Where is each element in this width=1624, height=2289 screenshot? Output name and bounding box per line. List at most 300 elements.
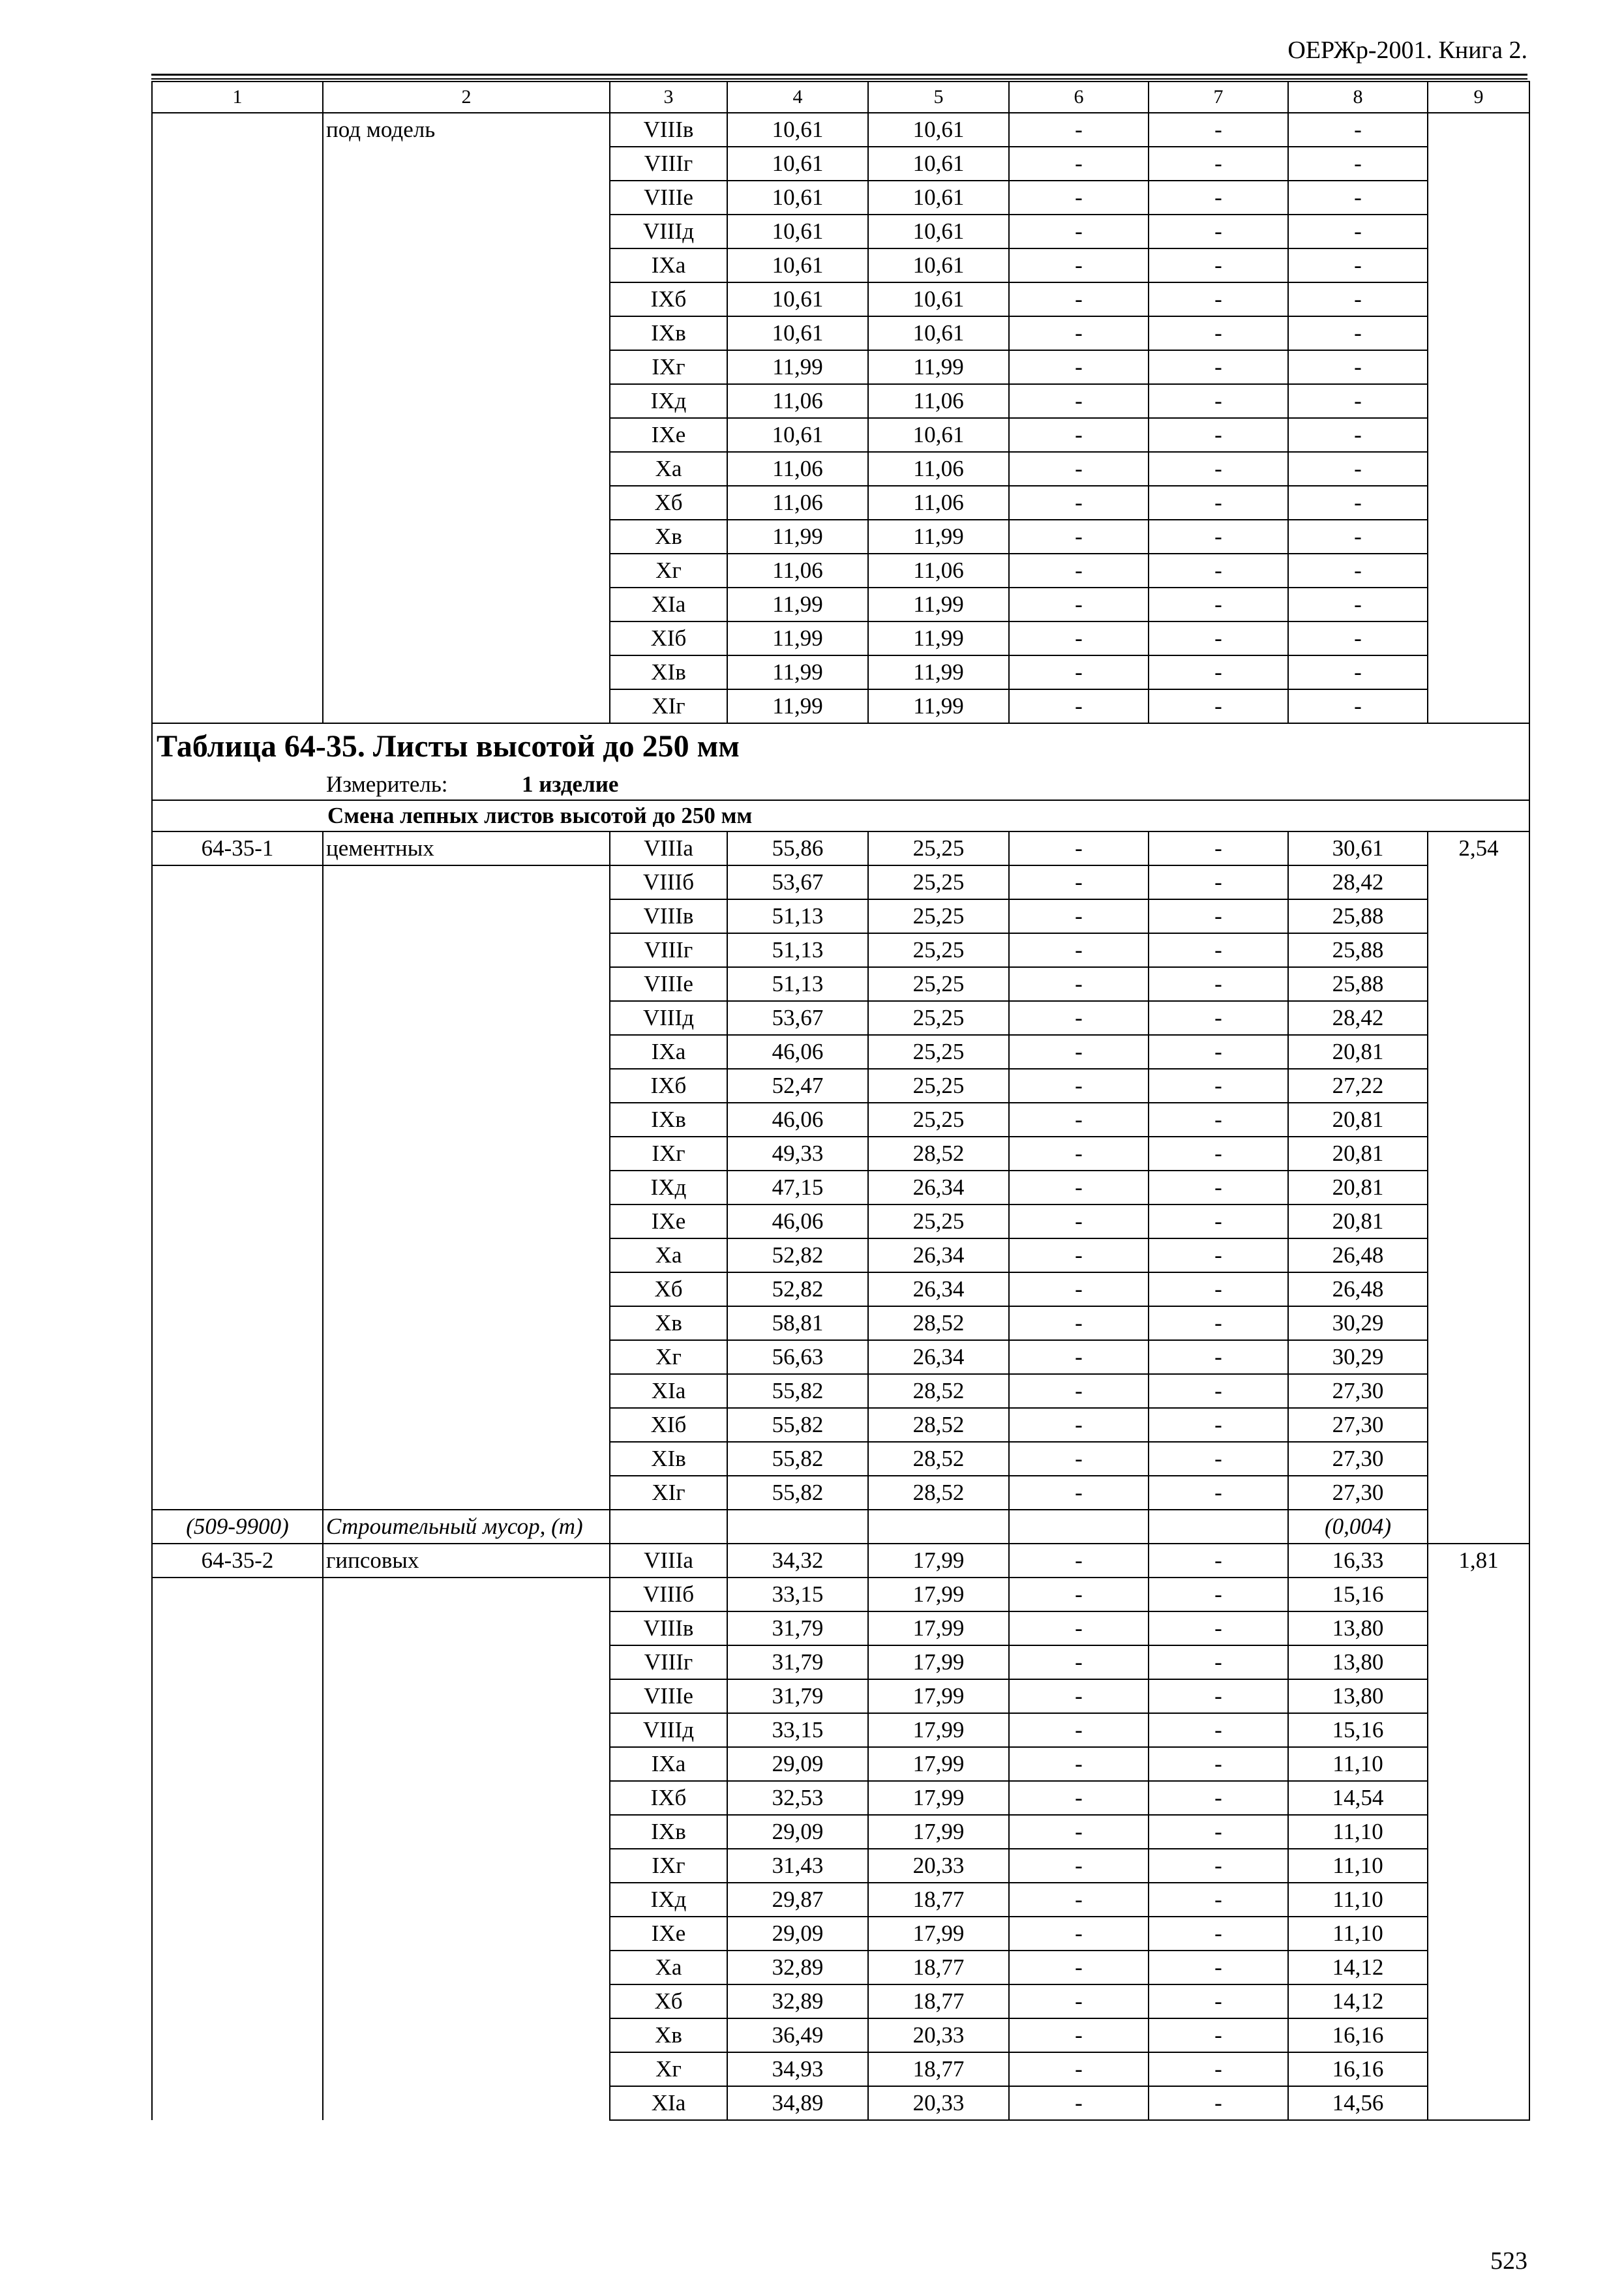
code-cell: [152, 1103, 323, 1137]
item-name-cell: [323, 1951, 610, 1984]
measure-label: Измеритель:: [326, 771, 448, 797]
value-cell: 10,61: [868, 181, 1009, 215]
code-cell: [152, 2052, 323, 2086]
table-row: [152, 865, 1529, 899]
item-name-cell: [323, 1408, 610, 1442]
code-cell: [152, 2018, 323, 2052]
item-name-cell: [323, 2052, 610, 2086]
value-cell: 20,81: [1288, 1035, 1428, 1069]
item-name-cell: [323, 1917, 610, 1951]
item-name-cell: [323, 2086, 610, 2120]
table-row: [152, 1035, 1529, 1069]
value-cell: 13,80: [1288, 1679, 1428, 1713]
value-cell: 17,99: [868, 1611, 1009, 1645]
region-code-cell: Xа: [610, 1951, 727, 1984]
table-row: [152, 1951, 1529, 1984]
table-row: [152, 899, 1529, 933]
code-cell: [152, 865, 323, 899]
region-code-cell: Xг: [610, 2052, 727, 2086]
value-cell: -: [1009, 215, 1149, 248]
code-cell: [152, 1815, 323, 1849]
table-row: [152, 831, 1529, 865]
value-cell: 26,34: [868, 1272, 1009, 1306]
region-code-cell: IXе: [610, 418, 727, 452]
empty-cell: [727, 1510, 868, 1544]
table-row: [152, 1340, 1529, 1374]
col9-cell: [1428, 113, 1529, 723]
value-cell: 11,99: [727, 655, 868, 689]
table-row: [152, 1171, 1529, 1204]
value-cell: 25,88: [1288, 899, 1428, 933]
value-cell: 25,25: [868, 1001, 1009, 1035]
value-cell: -: [1009, 1476, 1149, 1510]
value-cell: -: [1009, 2086, 1149, 2120]
region-code-cell: XIг: [610, 1476, 727, 1510]
value-cell: 11,06: [727, 554, 868, 588]
value-cell: 15,16: [1288, 1713, 1428, 1747]
value-cell: -: [1149, 1578, 1288, 1611]
value-cell: 10,61: [868, 215, 1009, 248]
value-cell: 32,89: [727, 1951, 868, 1984]
value-cell: -: [1149, 1272, 1288, 1306]
value-cell: 28,52: [868, 1442, 1009, 1476]
value-cell: -: [1009, 689, 1149, 723]
table-row: [152, 1204, 1529, 1238]
code-cell: [152, 1849, 323, 1883]
item-name-cell: [323, 1849, 610, 1883]
value-cell: 17,99: [868, 1645, 1009, 1679]
value-cell: -: [1009, 1035, 1149, 1069]
region-code-cell: VIIIд: [610, 1001, 727, 1035]
value-cell: -: [1288, 113, 1428, 147]
value-cell: -: [1009, 831, 1149, 865]
value-cell: -: [1009, 933, 1149, 967]
value-cell: 25,25: [868, 967, 1009, 1001]
region-code-cell: VIIIд: [610, 1713, 727, 1747]
value-cell: 11,10: [1288, 1747, 1428, 1781]
value-cell: 20,33: [868, 2018, 1009, 2052]
code-cell: [152, 1069, 323, 1103]
value-cell: -: [1288, 689, 1428, 723]
code-cell: [152, 1951, 323, 1984]
region-code-cell: IXд: [610, 1883, 727, 1917]
table-row: [152, 2052, 1529, 2086]
value-cell: -: [1149, 418, 1288, 452]
region-code-cell: IXа: [610, 1035, 727, 1069]
region-code-cell: XIв: [610, 1442, 727, 1476]
item-name-cell: [323, 1883, 610, 1917]
value-cell: -: [1149, 2052, 1288, 2086]
value-cell: -: [1009, 1815, 1149, 1849]
item-name-cell: [323, 899, 610, 933]
value-cell: 25,25: [868, 1204, 1009, 1238]
region-code-cell: VIIIе: [610, 1679, 727, 1713]
empty-cell: [1009, 1510, 1149, 1544]
value-cell: 11,06: [868, 486, 1009, 520]
value-cell: 10,61: [868, 316, 1009, 350]
value-cell: 10,61: [727, 147, 868, 181]
item-name-cell: [323, 1001, 610, 1035]
region-code-cell: IXб: [610, 282, 727, 316]
value-cell: 27,30: [1288, 1408, 1428, 1442]
region-code-cell: IXд: [610, 384, 727, 418]
item-name-cell: [323, 1374, 610, 1408]
code-cell: [152, 1408, 323, 1442]
value-cell: -: [1149, 1408, 1288, 1442]
code-cell: [152, 1611, 323, 1645]
value-cell: -: [1149, 967, 1288, 1001]
region-code-cell: Xв: [610, 520, 727, 554]
value-cell: 55,82: [727, 1408, 868, 1442]
value-cell: -: [1288, 384, 1428, 418]
value-cell: -: [1009, 655, 1149, 689]
region-code-cell: VIIIд: [610, 215, 727, 248]
value-cell: -: [1288, 554, 1428, 588]
value-cell: -: [1288, 248, 1428, 282]
value-cell: -: [1009, 1544, 1149, 1578]
value-cell: -: [1149, 1645, 1288, 1679]
value-cell: -: [1149, 248, 1288, 282]
region-code-cell: IXе: [610, 1204, 727, 1238]
value-cell: 27,30: [1288, 1442, 1428, 1476]
value-cell: 20,33: [868, 2086, 1009, 2120]
item-name-cell: под модель: [323, 113, 610, 723]
code-cell: [152, 1035, 323, 1069]
value-cell: -: [1009, 1951, 1149, 1984]
value-cell: 11,99: [868, 689, 1009, 723]
value-cell: -: [1288, 452, 1428, 486]
value-cell: -: [1009, 588, 1149, 621]
value-cell: 32,89: [727, 1984, 868, 2018]
value-cell: -: [1149, 520, 1288, 554]
region-code-cell: VIIIе: [610, 181, 727, 215]
table-row: [152, 1408, 1529, 1442]
value-cell: -: [1149, 1374, 1288, 1408]
value-cell: -: [1149, 831, 1288, 865]
item-name-cell: [323, 1272, 610, 1306]
value-cell: 52,82: [727, 1272, 868, 1306]
item-name-cell: [323, 1713, 610, 1747]
region-code-cell: IXв: [610, 1815, 727, 1849]
value-cell: -: [1009, 282, 1149, 316]
value-cell: -: [1009, 1306, 1149, 1340]
value-cell: 10,61: [727, 181, 868, 215]
region-code-cell: XIв: [610, 655, 727, 689]
item-name-cell: [323, 967, 610, 1001]
region-code-cell: Xб: [610, 486, 727, 520]
value-cell: 36,49: [727, 2018, 868, 2052]
column-number: 5: [868, 82, 1009, 113]
value-cell: -: [1149, 1951, 1288, 1984]
value-cell: 18,77: [868, 2052, 1009, 2086]
table-row: [152, 1815, 1529, 1849]
value-cell: 29,09: [727, 1917, 868, 1951]
value-cell: 34,89: [727, 2086, 868, 2120]
item-name-cell: [323, 1238, 610, 1272]
value-cell: -: [1009, 1238, 1149, 1272]
value-cell: 27,22: [1288, 1069, 1428, 1103]
value-cell: 10,61: [727, 282, 868, 316]
item-name-cell: [323, 1069, 610, 1103]
value-cell: -: [1149, 215, 1288, 248]
value-cell: -: [1009, 1103, 1149, 1137]
code-cell: [152, 1137, 323, 1171]
value-cell: -: [1288, 588, 1428, 621]
value-cell: 17,99: [868, 1781, 1009, 1815]
value-cell: 25,25: [868, 933, 1009, 967]
region-code-cell: Xб: [610, 1984, 727, 2018]
value-cell: 51,13: [727, 967, 868, 1001]
value-cell: -: [1149, 350, 1288, 384]
value-cell: 11,10: [1288, 1815, 1428, 1849]
value-cell: -: [1149, 933, 1288, 967]
value-cell: 11,99: [868, 520, 1009, 554]
item-name-cell: [323, 1476, 610, 1510]
value-cell: -: [1009, 520, 1149, 554]
region-code-cell: Xв: [610, 2018, 727, 2052]
value-cell: -: [1009, 865, 1149, 899]
value-cell: -: [1009, 899, 1149, 933]
value-cell: -: [1149, 1984, 1288, 2018]
value-cell: 46,06: [727, 1204, 868, 1238]
item-name-cell: [323, 1984, 610, 2018]
value-cell: 46,06: [727, 1103, 868, 1137]
value-cell: 17,99: [868, 1815, 1009, 1849]
value-cell: -: [1149, 1713, 1288, 1747]
value-cell: 11,06: [727, 452, 868, 486]
table-row: [152, 1917, 1529, 1951]
code-cell: [152, 1984, 323, 2018]
value-cell: 34,93: [727, 2052, 868, 2086]
value-cell: 10,61: [868, 248, 1009, 282]
debris-name: Строительный мусор, (т): [323, 1510, 610, 1544]
value-cell: -: [1009, 452, 1149, 486]
value-cell: 11,99: [868, 655, 1009, 689]
col9-value: 2,54: [1428, 831, 1529, 1544]
code-cell: [152, 1442, 323, 1476]
value-cell: -: [1288, 350, 1428, 384]
item-name-cell: [323, 1442, 610, 1476]
measure-value: 1 изделие: [522, 771, 619, 797]
value-cell: -: [1149, 1544, 1288, 1578]
value-cell: -: [1009, 418, 1149, 452]
value-cell: -: [1149, 384, 1288, 418]
region-code-cell: XIг: [610, 689, 727, 723]
value-cell: -: [1009, 1849, 1149, 1883]
code-cell: [152, 1883, 323, 1917]
value-cell: 11,99: [727, 588, 868, 621]
value-cell: 10,61: [727, 248, 868, 282]
value-cell: -: [1009, 554, 1149, 588]
value-cell: -: [1149, 2018, 1288, 2052]
value-cell: -: [1149, 1883, 1288, 1917]
code-cell: [152, 1204, 323, 1238]
value-cell: 29,87: [727, 1883, 868, 1917]
table-subtitle: Смена лепных листов высотой до 250 мм: [152, 800, 1529, 831]
region-code-cell: Xа: [610, 1238, 727, 1272]
region-code-cell: VIIIв: [610, 113, 727, 147]
value-cell: -: [1009, 1272, 1149, 1306]
value-cell: 30,29: [1288, 1340, 1428, 1374]
value-cell: 16,16: [1288, 2052, 1428, 2086]
column-number: 4: [727, 82, 868, 113]
value-cell: -: [1149, 1306, 1288, 1340]
code-cell: [152, 1476, 323, 1510]
value-cell: -: [1009, 384, 1149, 418]
item-name-cell: [323, 933, 610, 967]
value-cell: -: [1149, 655, 1288, 689]
value-cell: 56,63: [727, 1340, 868, 1374]
region-code-cell: IXд: [610, 1171, 727, 1204]
region-code-cell: IXв: [610, 316, 727, 350]
item-name-cell: [323, 1035, 610, 1069]
table-row: [152, 967, 1529, 1001]
value-cell: -: [1009, 1204, 1149, 1238]
value-cell: -: [1149, 1815, 1288, 1849]
region-code-cell: IXа: [610, 248, 727, 282]
value-cell: 17,99: [868, 1544, 1009, 1578]
value-cell: -: [1288, 147, 1428, 181]
value-cell: 15,16: [1288, 1578, 1428, 1611]
value-cell: 13,80: [1288, 1645, 1428, 1679]
value-cell: 20,81: [1288, 1204, 1428, 1238]
column-number: 3: [610, 82, 727, 113]
code-cell: [152, 899, 323, 933]
value-cell: -: [1288, 520, 1428, 554]
debris-value: (0,004): [1288, 1510, 1428, 1544]
region-code-cell: Xб: [610, 1272, 727, 1306]
value-cell: 53,67: [727, 1001, 868, 1035]
header-rule: [151, 74, 1527, 76]
value-cell: -: [1009, 248, 1149, 282]
value-cell: -: [1149, 486, 1288, 520]
code-cell: [152, 1272, 323, 1306]
value-cell: -: [1149, 1103, 1288, 1137]
value-cell: -: [1149, 282, 1288, 316]
value-cell: -: [1009, 1069, 1149, 1103]
code-cell: [152, 1340, 323, 1374]
region-code-cell: XIа: [610, 588, 727, 621]
value-cell: 10,61: [727, 113, 868, 147]
region-code-cell: Xа: [610, 452, 727, 486]
subtitle-row: [152, 800, 1529, 831]
value-cell: 29,09: [727, 1747, 868, 1781]
item-name-cell: [323, 1204, 610, 1238]
value-cell: -: [1009, 2018, 1149, 2052]
table-row: [152, 1984, 1529, 2018]
value-cell: -: [1009, 1171, 1149, 1204]
value-cell: 20,81: [1288, 1103, 1428, 1137]
value-cell: 25,25: [868, 865, 1009, 899]
item-name-cell: [323, 1137, 610, 1171]
region-code-cell: VIIIв: [610, 1611, 727, 1645]
value-cell: 14,54: [1288, 1781, 1428, 1815]
value-cell: 11,06: [868, 554, 1009, 588]
value-cell: 25,25: [868, 831, 1009, 865]
value-cell: 11,99: [868, 588, 1009, 621]
value-cell: 11,10: [1288, 1883, 1428, 1917]
value-cell: -: [1149, 1035, 1288, 1069]
code-cell: [152, 1645, 323, 1679]
region-code-cell: VIIIб: [610, 1578, 727, 1611]
value-cell: -: [1009, 1611, 1149, 1645]
item-name-cell: [323, 1306, 610, 1340]
value-cell: 30,61: [1288, 831, 1428, 865]
value-cell: 17,99: [868, 1747, 1009, 1781]
rates-table: [151, 81, 1530, 2121]
value-cell: -: [1009, 1442, 1149, 1476]
value-cell: -: [1149, 316, 1288, 350]
column-number: 8: [1288, 82, 1428, 113]
value-cell: 17,99: [868, 1679, 1009, 1713]
value-cell: 11,06: [868, 452, 1009, 486]
table-row: [152, 1611, 1529, 1645]
table-row: [152, 1001, 1529, 1035]
value-cell: 28,52: [868, 1374, 1009, 1408]
region-code-cell: VIIIг: [610, 147, 727, 181]
value-cell: 31,79: [727, 1645, 868, 1679]
table-row: [152, 1578, 1529, 1611]
value-cell: -: [1009, 1781, 1149, 1815]
code-cell: [152, 1713, 323, 1747]
value-cell: 28,52: [868, 1408, 1009, 1442]
value-cell: -: [1009, 621, 1149, 655]
header-rule-secondary: [151, 78, 1527, 80]
value-cell: 55,82: [727, 1476, 868, 1510]
item-name-cell: [323, 1679, 610, 1713]
value-cell: -: [1149, 554, 1288, 588]
value-cell: -: [1009, 2052, 1149, 2086]
value-cell: -: [1149, 1069, 1288, 1103]
value-cell: 28,42: [1288, 865, 1428, 899]
value-cell: 55,82: [727, 1442, 868, 1476]
value-cell: -: [1149, 1001, 1288, 1035]
code-cell: [152, 1171, 323, 1204]
value-cell: -: [1009, 1340, 1149, 1374]
table-row: [152, 1374, 1529, 1408]
value-cell: 26,34: [868, 1340, 1009, 1374]
value-cell: 51,13: [727, 899, 868, 933]
value-cell: 20,33: [868, 1849, 1009, 1883]
value-cell: 11,99: [868, 621, 1009, 655]
region-code-cell: Xг: [610, 1340, 727, 1374]
code-cell: [152, 1578, 323, 1611]
item-name-cell: [323, 1645, 610, 1679]
item-name-cell: [323, 1171, 610, 1204]
region-code-cell: XIа: [610, 1374, 727, 1408]
value-cell: -: [1288, 316, 1428, 350]
value-cell: -: [1149, 1679, 1288, 1713]
rate-code-cell: 64-35-1: [152, 831, 323, 865]
value-cell: 30,29: [1288, 1306, 1428, 1340]
measure-row: [152, 770, 1529, 800]
region-code-cell: XIб: [610, 621, 727, 655]
value-cell: -: [1149, 452, 1288, 486]
value-cell: -: [1149, 1611, 1288, 1645]
page-number: 523: [1490, 2247, 1527, 2275]
value-cell: -: [1149, 1137, 1288, 1171]
value-cell: -: [1009, 147, 1149, 181]
value-cell: -: [1009, 967, 1149, 1001]
empty-cell: [610, 1510, 727, 1544]
value-cell: 46,06: [727, 1035, 868, 1069]
value-cell: -: [1009, 316, 1149, 350]
value-cell: 10,61: [868, 147, 1009, 181]
table-row: [152, 1476, 1529, 1510]
value-cell: 11,10: [1288, 1917, 1428, 1951]
value-cell: 14,12: [1288, 1951, 1428, 1984]
table-row: [152, 1781, 1529, 1815]
